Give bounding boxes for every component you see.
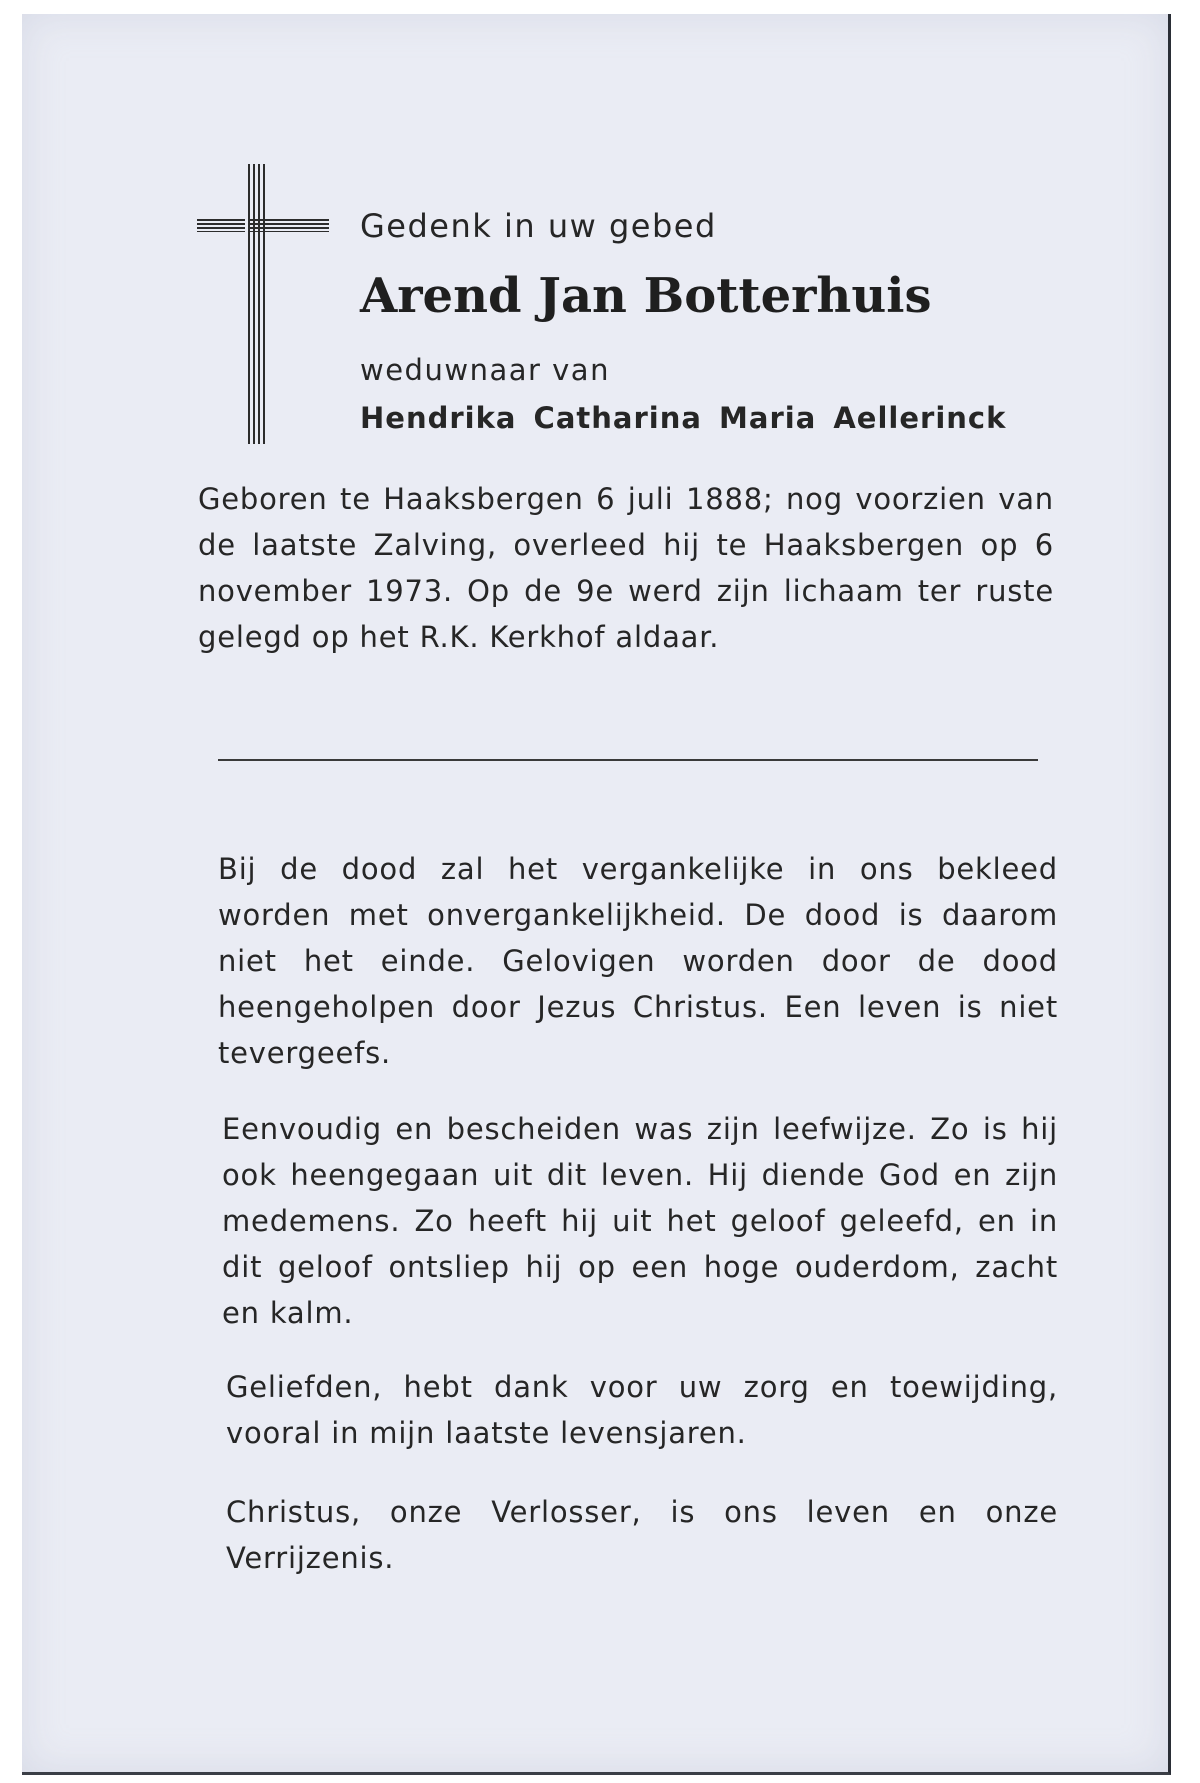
reflection-paragraph-1: Bij de dood zal het vergankelijke in ons bekleed worden met onvergankelijkheid. De dood is daarom niet het einde. Gelovigen worden door de dood heengeholpen door Jezus Christus. Een leven is niet tevergeefs. — [218, 852, 1058, 1070]
reflection-paragraph-2: Eenvoudig en bescheiden was zijn leefwijze. Zo is hij ook heengegaan uit dit leven. Hij diende God en zijn medemens. Zo heeft hij uit het geloof geleefd, en in dit geloof ontsliep hij op een hoge ouderdom, zacht en kalm. — [222, 1112, 1058, 1330]
divider-line — [218, 759, 1038, 761]
birth-death-paragraph: Geboren te Haaksbergen 6 juli 1888; nog voorzien van de laatste Zalving, overleed hij te Haaksbergen op 6 november 1973. Op de 9e werd zijn lichaam ter ruste gelegd op het R.K. Kerkhof aldaar. — [198, 482, 1054, 654]
reflection-paragraph-4: Christus, onze Verlosser, is ons leven en onze Verrijzenis. — [226, 1495, 1058, 1575]
spouse-name: Hendrika Catharina Maria Aellerinck — [360, 401, 1007, 435]
intro-text: Gedenk in uw gebed — [360, 207, 717, 245]
relation-text: weduwnaar van — [360, 353, 610, 387]
reflection-paragraph-3: Geliefden, hebt dank voor uw zorg en toewijding, vooral in mijn laatste levensjaren. — [226, 1370, 1058, 1450]
memorial-card — [22, 14, 1171, 1775]
deceased-name: Arend Jan Botterhuis — [360, 268, 932, 324]
card-header — [360, 204, 1080, 438]
